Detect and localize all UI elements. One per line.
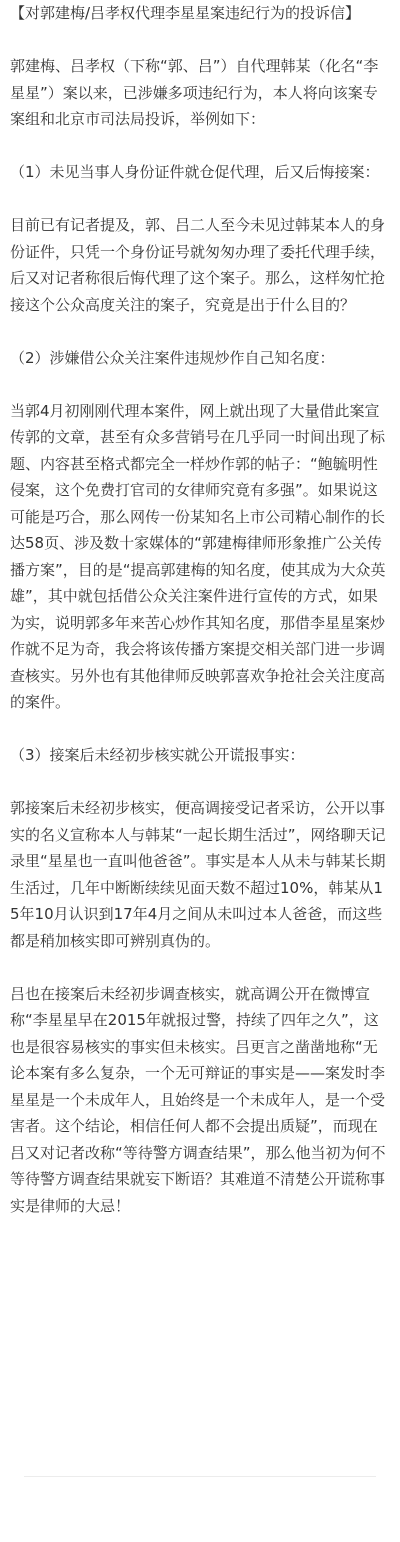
intro-paragraph: 郭建梅、吕孝权（下称“郭、吕”）自代理韩某（化名“李星星”）案以来，已涉嫌多项违纪行为，本人将向该案专案组和北京市司法局投诉，举例如下： xyxy=(10,57,379,128)
section-heading: （1）未见当事人身份证件就仓促代理，后又后悔接案： xyxy=(10,163,380,181)
section-paragraph: 目前已有记者提及，郭、吕二人至今未见过韩某本人的身份证件，只凭一个身份证号就匆匆办理了委托代理手续，后又对记者称很后悔代理了这个案子。那么，这样匆忙抢接这个公众高度关注的案子，究竟是出于什么目的？ xyxy=(10,216,386,314)
section-paragraph: 当郭4月初刚刚代理本案件，网上就出现了大量借此案宣传郭的文章，甚至有众多营销号在几乎同一时间出现了标题、内容甚至格式都完全一样炒作郭的帖子：“鲍毓明性侵案，这个免费打官司的女律师究竟有多强”。如果说这可能是巧合，那么网传一份某知名上市公司精心制作的长达58页、涉及数十家媒体的“郭建梅律师形象推广公关传播方案”，目的是“提高郭建梅的知名度，使其成为大众英雄”，其中就包括借公众关注案件进行宣传的方式，如果为实，说明郭多年来苦心炒作其知名度，那借李星星案炒作就不足为奇，我会将该传播方案提交相关部门进一步调查核实。另外也有其他律师反映郭喜欢争抢社会关注度高的案件。 xyxy=(10,401,386,711)
section-paragraph: 郭接案后未经初步核实，便高调接受记者采访，公开以事实的名义宣称本人与韩某“一起长期生活过”，网络聊天记录里“星星也一直叫他爸爸”。事实是本人从未与韩某长期生活过，几年中断断续续见面天数不超过10%，韩某从15年10月认识到17年4月之间从未叫过本人爸爸，而这些都是稍加核实即可辨别真伪的。 xyxy=(10,799,386,950)
divider-line xyxy=(24,1476,376,1477)
section-paragraph: 吕也在接案后未经初步调查核实，就高调公开在微博宣称“李星星早在2015年就报过警，持续了四年之久”，这也是很容易核实的事实但未核实。吕更言之凿凿地称“无论本案有多么复杂，一个无可辩证的事实是——案发时李星星是一个未成年人，且始终是一个未成年人，是一个受害者。这个结论，相信任何人都不会提出质疑”，而现在吕又对记者改称“等待警方调查结果”，那么他当初为何不等待警方调查结果就妄下断语？其难道不清楚公开谎称事实是律师的大忌！ xyxy=(10,984,386,1215)
section-heading: （3）接案后未经初步核实就公开谎报事实： xyxy=(10,746,305,764)
section-heading: （2）涉嫌借公众关注案件违规炒作自己知名度： xyxy=(10,348,335,367)
article-body xyxy=(10,0,392,1246)
article-title: 【对郭建梅/吕孝权代理李星星案违纪行为的投诉信】 xyxy=(10,4,361,22)
